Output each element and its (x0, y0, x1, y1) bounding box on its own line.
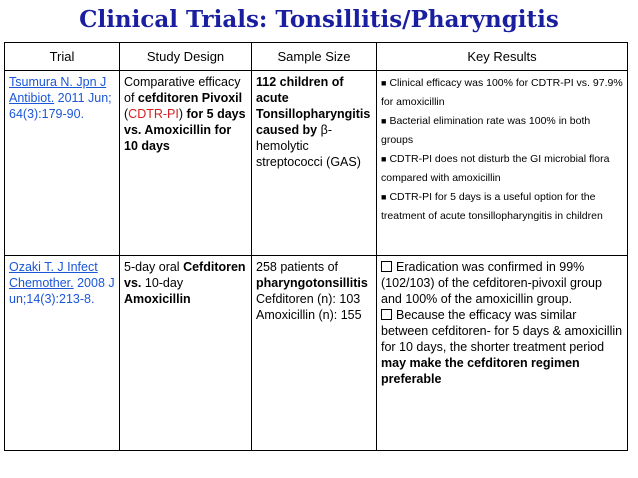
result-item (381, 188, 623, 226)
table-row (5, 256, 628, 451)
table-header-row (5, 43, 628, 71)
design-text: ) (178, 107, 187, 121)
result-item (381, 150, 623, 188)
header-key-results: Key Results (377, 43, 628, 71)
square-bullet-icon: ■ (381, 154, 387, 164)
trial-citation-link[interactable]: Tsumura N. Jpn J Antibiot. (9, 75, 107, 105)
design-text: 10-day (141, 276, 184, 290)
sample-text: 112 children of acute Tonsillopharyngitis caused by (256, 75, 371, 137)
result-text: CDTR-PI does not disturb the GI microbial flora compared with amoxicillin (381, 153, 610, 184)
header-sample-size: Sample Size (252, 43, 377, 71)
key-results-cell (377, 71, 628, 256)
result-text: Bacterial elimination rate was 100% in both groups (381, 115, 591, 146)
result-text: Because the efficacy was similar between cefditoren- for 5 days & amoxicillin for 10 days, the shorter treatment period (381, 308, 623, 354)
design-text: vs. (124, 123, 145, 137)
result-text: CDTR-PI for 5 days is a useful option for the treatment of acute tonsillopharyngitis in children (381, 191, 603, 222)
design-text: 5-day oral (124, 260, 184, 274)
header-trial: Trial (5, 43, 120, 71)
sample-size-cell (252, 256, 377, 451)
square-bullet-icon: ■ (381, 116, 387, 126)
trial-citation-link[interactable]: Ozaki T. J Infect Chemother. (9, 260, 98, 290)
checkbox-bullet-icon (381, 309, 392, 320)
design-duration: for 5 days (186, 107, 246, 121)
sample-text: 258 patients of (256, 260, 339, 274)
design-drug: cefditoren Pivoxil (137, 91, 243, 105)
sample-arm: Cefditoren (n): 103 (256, 292, 361, 306)
result-item (381, 307, 623, 387)
design-text: Comparative efficacy of (124, 75, 241, 105)
result-conclusion: may make the cefditoren regimen preferable (381, 356, 580, 386)
design-comparator: Amoxicillin (124, 292, 191, 306)
key-results-cell (377, 256, 628, 451)
checkbox-bullet-icon (381, 261, 392, 272)
trial-cell (5, 256, 120, 451)
header-study-design: Study Design (120, 43, 252, 71)
sample-size-cell (252, 71, 377, 256)
result-item (381, 259, 623, 307)
sample-text: β-hemolytic streptococci (GAS) (256, 123, 361, 169)
result-item (381, 74, 623, 112)
design-drug: Cefditoren vs. (124, 260, 246, 290)
result-text: Eradication was confirmed in 99% (102/103) of the cefditoren-pivoxil group and 100% of the amoxicillin group. (381, 260, 602, 306)
trial-cell (5, 71, 120, 256)
square-bullet-icon: ■ (381, 192, 387, 202)
slide-title: Clinical Trials: Tonsillitis/Pharyngitis (79, 6, 559, 33)
trials-table (4, 42, 628, 451)
trial-citation-text: 2008 J un;14(3):213-8. (9, 276, 115, 306)
study-design-cell (120, 71, 252, 256)
study-design-cell (120, 256, 252, 451)
design-abbrev: CDTR-PI (128, 107, 179, 121)
result-item (381, 112, 623, 150)
result-text: Clinical efficacy was 100% for CDTR-PI vs. 97.9% for amoxicillin (381, 77, 623, 108)
square-bullet-icon: ■ (381, 78, 387, 88)
sample-arm: Amoxicillin (n): 155 (256, 308, 362, 322)
trial-citation-text: 2011 Jun; 64(3):179-90. (9, 91, 112, 121)
sample-condition: pharyngotonsillitis (256, 276, 368, 290)
table-row (5, 71, 628, 256)
design-text: ( (124, 107, 129, 121)
design-comparator: Amoxicillin for 10 days (124, 123, 232, 153)
